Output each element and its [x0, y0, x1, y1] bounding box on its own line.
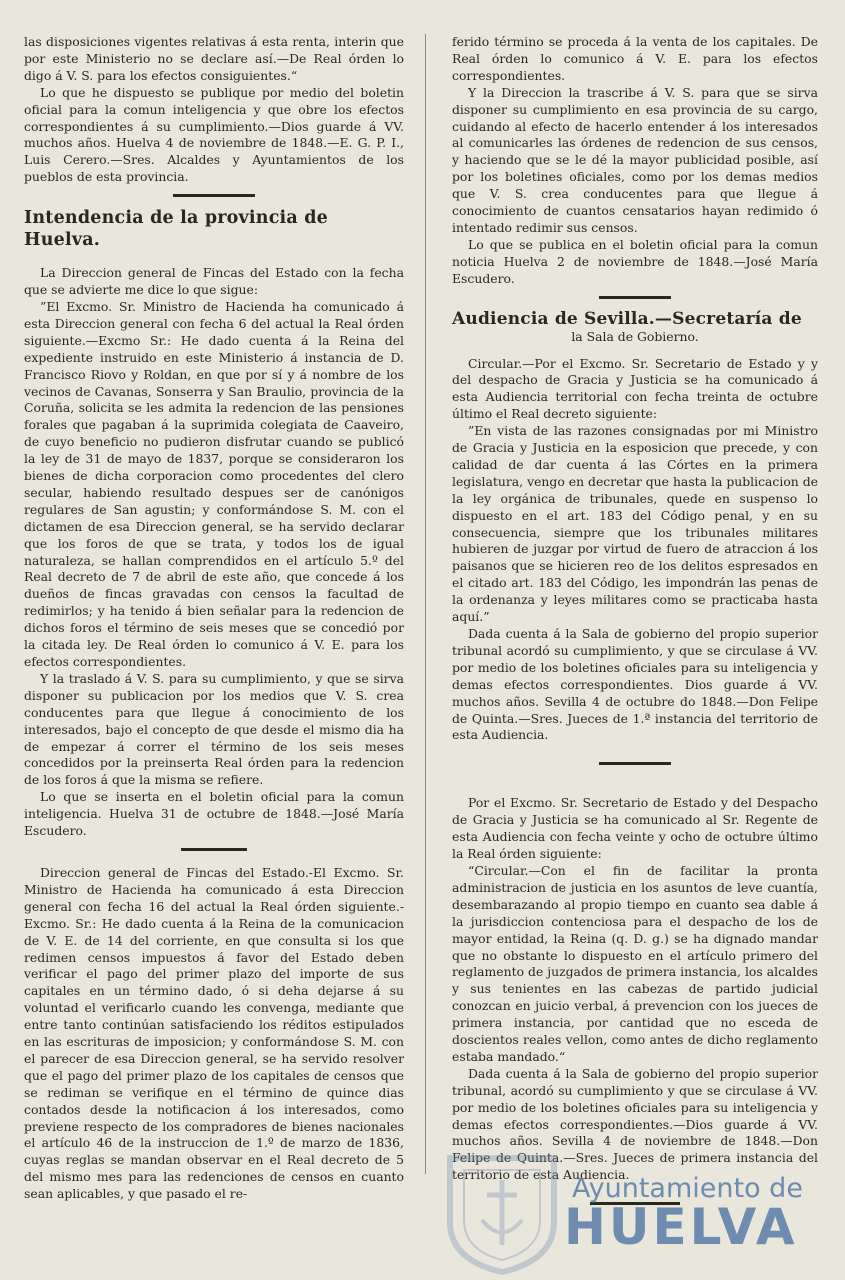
body-paragraph: La Direccion general de Fincas del Estado con la fecha que se advierte me dice lo que sigue:	[24, 265, 404, 298]
continuation-text: ferido término se proceda á la venta de los capitales. De Real órden lo comunico á V. E. para los efectos correspondientes.	[452, 34, 818, 83]
watermark-line1: Ayuntamiento de	[572, 1173, 803, 1204]
body-paragraph: Por el Excmo. Sr. Secretario de Estado y del Despacho de Gracia y Justicia se ha comunicado al Sr. Regente de esta Audiencia con fecha veinte y ocho de octubre último la Real órden siguiente:	[452, 795, 818, 862]
body-paragraph: Y la traslado á V. S. para su cumplimiento, y que se sirva disponer su publicacion por los medios que V. S. crea conducentes para que llegue á conocimiento de los interesados, bajo el concepto de que desde el mismo dia ha de empezar á correr el término de los seis meses concedidos por la preinserta Real órden para la redencion de los foros á que la misma se refiere.	[24, 670, 404, 788]
section-heading-intendencia: Intendencia de la provincia de Huelva.	[24, 208, 328, 251]
body-paragraph: Dada cuenta á la Sala de gobierno del propio superior tribunal acordó su cumplimiento, y que se circulase á VV. por medio de los boletines oficiales para su inteligencia y demas efectos correspondientes. Dios guarde á VV. muchos años. Sevilla 4 de octubre do 1848.—Don Felipe de Quinta.—Sres. Jueces de 1.ª instancia del territorio de esta Audiencia.	[452, 626, 818, 743]
left-column	[24, 34, 404, 1203]
section-subheading: la Sala de Gobierno.	[571, 328, 699, 344]
section-heading-audiencia: Audiencia de Sevilla.—Secretaría de	[452, 308, 802, 329]
watermark-line2: HUELVA	[564, 1198, 798, 1256]
body-paragraph: Direccion general de Fincas del Estado.-El Excmo. Sr. Ministro de Hacienda ha comunicado á esta Direccion general con fecha 16 del actual la Real órden siguiente.- Excmo. Sr.: He dado cuenta á la Reina de la comunicacion de V. E. de 14 del corriente, en que consulta si los que redimen censos impuestos á favor del Estado deben verificar el pago del primer plazo del importe de sus capitales en un término dado, ó si deha dejarse á su voluntad el verificarlo cuando les convenga, mediante que entre tanto continúan satisfaciendo los réditos estipulados en las escrituras de imposicion; y conformándose S. M. con el parecer de esa Direccion general, se ha servido resolver que el pago del primer plazo de los capitales de censos que se rediman se verifique en el término de quince dias contados desde la notificacion á los interesados, como previene respecto de los compradores de bienes nacionales el artículo 46 de la instruccion de 1.º de marzo de 1836, cuyas reglas se mandan observar en el Real decreto de 5 del mismo mes para las redenciones de censos en cuanto sean aplicables, y que pasado el re-	[24, 864, 404, 1202]
section-rule	[599, 762, 671, 765]
section-rule	[599, 296, 671, 299]
body-paragraph: Circular.—Por el Excmo. Sr. Secretario de Estado y y del despacho de Gracia y Justicia se ha comunicado á esta Audiencia territorial con fecha treinta de octubre último el Real decreto siguiente:	[452, 355, 818, 422]
body-paragraph: Lo que se publica en el boletin oficial para la comun noticia Huelva 2 de noviembre de 1848.—José María Escudero.	[452, 236, 818, 286]
continuation-text: las disposiciones vigentes relativas á esta renta, interin que por este Ministerio no se declare así.—De Real órden lo digo á V. S. para los efectos consiguientes.“	[24, 34, 404, 83]
body-paragraph: Y la Direccion la trascribe á V. S. para que se sirva disponer su cumplimiento en esa provincia de su cargo, cuidando al efecto de hacerlo entender á los interesados al comunicarles las órdenes de redencion de sus censos, y haciendo que se le dé la mayor publicidad posible, así por los boletines oficiales, como por los demas medios que V. S. crea conducentes para que llegue á conocimiento de cuantos censatarios hayan redimido ó intentado redimir sus censos.	[452, 84, 818, 235]
body-paragraph: Lo que se inserta en el boletin oficial para la comun inteligencia. Huelva 31 de octubre de 1848.—José María Escudero.	[24, 789, 404, 839]
section-rule	[181, 848, 247, 851]
right-column	[452, 34, 818, 1213]
notice-paragraph: Lo que he dispuesto se publique por medio del boletin oficial para la comun inteligencia y que obre los efectos correspondientes á su cumplimiento.—Dios guarde á VV. muchos años. Huelva 4 de noviembre de 1848.—E. G. P. I., Luis Cerero.—Sres. Alcaldes y Ayuntamientos de los pueblos de esta provincia.	[24, 84, 404, 185]
section-rule	[173, 194, 255, 197]
body-paragraph: ”El Excmo. Sr. Ministro de Hacienda ha comunicado á esta Direccion general con fecha 6 del actual la Real órden siguiente.—Excmo Sr.: He dado cuenta á la Reina del expediente instruido en este Ministerio á instancia de D. Francisco Riovo y Roldan, en que por sí y á nombre de los vecinos de Cavanas, Sonserra y San Braulio, provincia de la Coruña, solicita se les admita la redencion de las pensiones forales que pagaban á la suprimida colegiata de Caaveiro, de cuyo beneficio no pudieron disfrutar cuando se publicó la ley de 31 de mayo de 1837, porque se consideraron los bienes de dicha corporacion como procedentes del clero secular, habiendo resultado despues ser de canónigos regulares de San agustin; y conformándose S. M. con el dictamen de esa Direccion general, se ha servido declarar que los foros de que se trata, y todos los de igual naturaleza, se hallan comprendidos en el artículo 5.º del Real decreto de 7 de abril de este año, que concede á los dueños de fincas gravadas con censos la facultad de redimirlos; y ha tenido á bien señalar para la redencion de dichos foros el término de seis meses que se concedió por la citada ley. De Real órden lo comunico á V. E. para los efectos correspondientes.	[24, 298, 404, 669]
body-paragraph: “Circular.—Con el fin de facilitar la pronta administracion de justicia en los asuntos de leve cuantía, desembarazando al propio tiempo en cuanto sea dable á la jurisdiccion contenciosa para el despacho de los de mayor entidad, la Reina (q. D. g.) se ha dignado mandar que no obstante lo dispuesto en el artículo primero del reglamento de juzgados de primera instancia, los alcaldes y sus tenientes en las cabezas de partido judicial conozcan en juicio verbal, á prevencion con los jueces de primera instancia, por cantidad que no esceda de doscientos reales vellon, como antes de dicho reglamento estaba mandado.“	[452, 862, 818, 1064]
body-paragraph: Dada cuenta á la Sala de gobierno del propio superior tribunal, acordó su cumplimiento y que se circulase á VV. por medio de los boletines oficiales para su inteligencia y demas efectos correspondientes.—Dios guarde á VV. muchos años. Sevilla 4 de noviembre de 1848.—Don Felipe de Quinta.—Sres. Jueces de primera instancia del territorio de esta Audiencia.	[452, 1065, 818, 1183]
column-divider	[425, 34, 426, 1174]
body-paragraph: ”En vista de las razones consignadas por mi Ministro de Gracia y Justicia en la esposicion que precede, y con calidad de dar cuenta á las Córtes en la primera legislatura, vengo en decretar que hasta la publicacion de la ley orgánica de tribunales, quede en suspenso lo dispuesto en el art. 183 del Código penal, y en su consecuencia, siempre que los tribunales militares hubieren de juzgar por virtud de fuero de atraccion á los paisanos que se hicieren reo de los delitos espresados en el citado art. 183 del Código, les impondrán las penas de la ordenanza y leyes militares como se practicaba hasta aquí.”	[452, 423, 818, 625]
